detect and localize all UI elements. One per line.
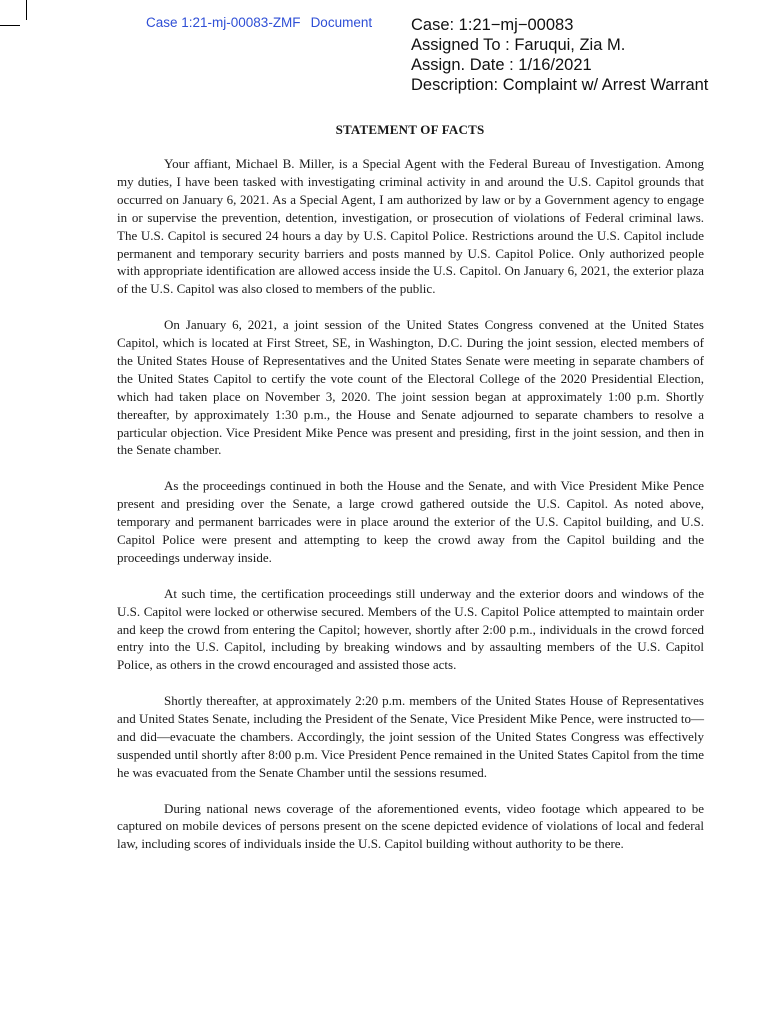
stamp-description: Description: Complaint w/ Arrest Warrant [411,76,709,94]
crop-mark-horizontal [0,25,20,26]
document-heading: STATEMENT OF FACTS [335,122,485,137]
stamp-assigned-to: Assigned To : Faruqui, Zia M. [411,36,626,54]
ecf-case-ref: Case 1:21-mj-00083-ZMF [146,15,301,30]
stamp-case-number: Case: 1:21−mj−00083 [411,16,574,34]
paragraph: During national news coverage of the aforementioned events, video footage which appeared to be captured on mobile devices of persons present on the scene depicted evidence of violations of local and federal law, including scores of individuals inside the U.S. Capitol building without authority to be there. [117,800,704,852]
stamp-assign-date: Assign. Date : 1/16/2021 [411,56,592,74]
ecf-document-label: Document [310,15,373,30]
paragraph: At such time, the certification proceedings still underway and the exterior doors and windows of the U.S. Capitol were locked or otherwise secured. Members of the U.S. Capitol Police attempted to maintain order and keep the crowd from entering the Capitol; however, shortly after 2:00 p.m., individuals in the crowd forced entry into the U.S. Capitol, including by breaking windows and by assaulting members of the U.S. Capitol Police, as others in the crowd encouraged and assisted those acts. [117,585,704,673]
crop-mark-vertical [26,0,27,20]
paragraph: On January 6, 2021, a joint session of the United States Congress convened at the United States Capitol, which is located at First Street, SE, in Washington, D.C. During the joint session, elected members of the United States House of Representatives and the United States Senate were meeting in separate chambers of the United States Capitol to certify the vote count of the Electoral College of the 2020 Presidential Election, which had taken place on November 3, 2020. The joint session began at approximately 1:00 p.m. Shortly thereafter, by approximately 1:30 p.m., the House and Senate adjourned to separate chambers to resolve a particular objection. Vice President Mike Pence was present and presiding, first in the joint session, and then in the Senate chamber. [117,317,704,458]
paragraph: Shortly thereafter, at approximately 2:20 p.m. members of the United States House of Representatives and United States Senate, including the President of the Senate, Vice President Mike Pence, were instructed to—and did—evacuate the chambers. Accordingly, the joint session of the United States Congress was effectively suspended until shortly after 8:00 p.m. Vice President Pence remained in the United States Capitol from the time he was evacuated from the Senate Chamber until the sessions resumed. [117,693,704,780]
case-assignment-stamp [411,15,708,95]
document-body [117,155,704,871]
paragraph: Your affiant, Michael B. Miller, is a Special Agent with the Federal Bureau of Investigation. Among my duties, I have been tasked with investigating criminal activity in and around the U.S. Capitol grounds that occurred on January 6, 2021. As a Special Agent, I am authorized by law or by a Government agency to engage in or supervise the prevention, detention, investigation, or prosecution of violations of Federal criminal laws. The U.S. Capitol is secured 24 hours a day by U.S. Capitol Police. Restrictions around the U.S. Capitol include permanent and temporary security barriers and posts manned by U.S. Capitol Police. Only authorized people with appropriate identification are allowed access inside the U.S. Capitol. On January 6, 2021, the exterior plaza of the U.S. Capitol was also closed to members of the public. [117,156,704,297]
paragraph: As the proceedings continued in both the House and the Senate, and with Vice President Mike Pence present and presiding over the Senate, a large crowd gathered outside the U.S. Capitol. As noted above, temporary and permanent barricades were in place around the exterior of the U.S. Capitol building, and U.S. Capitol Police were present and attempting to keep the crowd away from the Capitol building and the proceedings underway inside. [117,478,704,565]
ecf-header [146,15,372,30]
